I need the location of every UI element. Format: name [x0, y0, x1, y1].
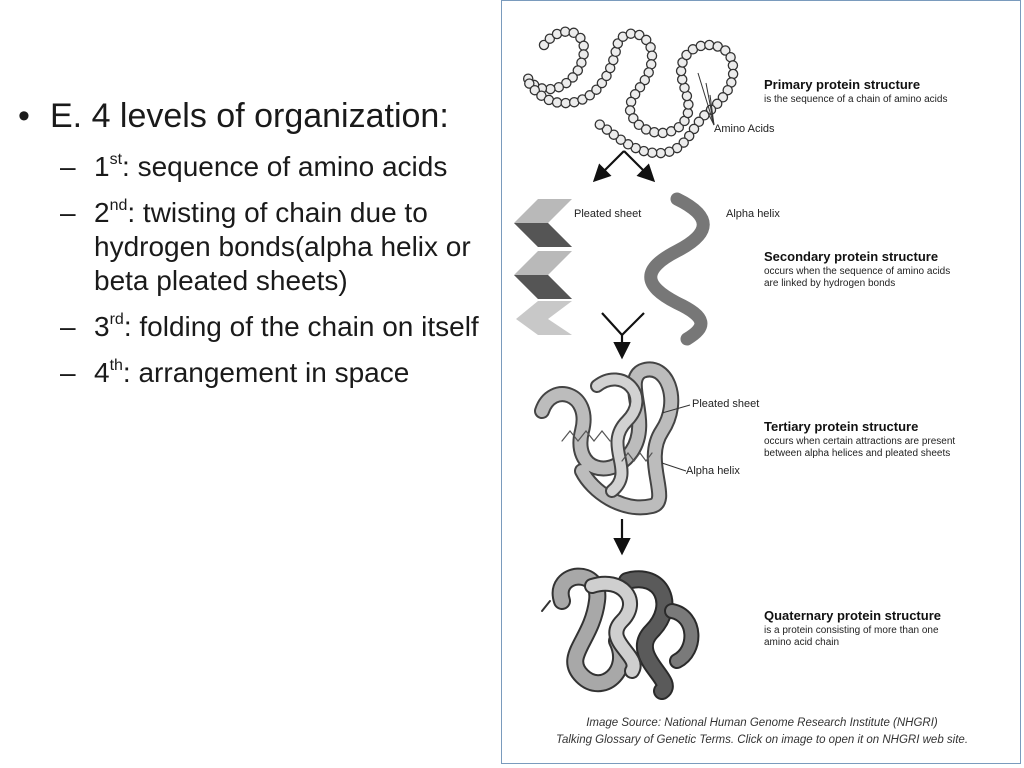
- amino-acid-bead: [647, 51, 656, 60]
- amino-acid-bead: [561, 99, 570, 108]
- level-number: 4: [94, 357, 110, 388]
- level-text: : folding of the chain on itself: [123, 311, 479, 342]
- bullet-dash: –: [60, 357, 76, 388]
- amino-acid-chain: [524, 27, 738, 158]
- secondary-description-1: occurs when the sequence of amino acids: [764, 266, 951, 277]
- quaternary-description-1: is a protein consisting of more than one: [764, 625, 939, 636]
- amino-acid-bead: [684, 100, 693, 109]
- pleated-sheet-label: Pleated sheet: [574, 208, 642, 220]
- amino-acid-bead: [658, 128, 667, 137]
- sub-bullet-3: [18, 310, 508, 344]
- protein-structure-figure[interactable]: [501, 0, 1021, 764]
- amino-acid-bead: [579, 41, 588, 50]
- bullet-dash: –: [60, 197, 76, 228]
- protein-structure-illustration: [502, 1, 1022, 765]
- amino-acid-bead: [696, 41, 705, 50]
- bullet-dot: •: [18, 97, 30, 135]
- amino-acids-label: Amino Acids: [714, 123, 775, 135]
- bullet-dash: –: [60, 311, 76, 342]
- amino-acid-bead: [546, 85, 555, 94]
- secondary-title: Secondary protein structure: [764, 249, 939, 264]
- amino-acid-bead: [595, 120, 604, 129]
- amino-acid-bead: [665, 147, 674, 156]
- sub-bullet-4: [18, 356, 508, 390]
- tertiary-title: Tertiary protein structure: [764, 419, 919, 434]
- quaternary-complex-shape: [542, 577, 691, 691]
- amino-acid-bead: [683, 108, 692, 117]
- level-number: 1: [94, 151, 110, 182]
- level-text: : arrangement in space: [122, 357, 410, 388]
- amino-acid-bead: [646, 43, 655, 52]
- level-number: 2: [94, 197, 110, 228]
- main-bullet: [18, 96, 508, 136]
- image-source-line-1: Image Source: National Human Genome Research Institute (NHGRI): [586, 717, 938, 729]
- alpha-helix-label: Alpha helix: [726, 208, 780, 220]
- quaternary-description-2: amino acid chain: [764, 637, 840, 648]
- level-suffix: nd: [109, 196, 128, 214]
- amino-acid-bead: [677, 66, 686, 75]
- sub-bullet-2: [18, 196, 508, 298]
- amino-acid-bead: [656, 149, 665, 158]
- amino-acid-bead: [554, 83, 563, 92]
- amino-acid-bead: [705, 40, 714, 49]
- sub-bullet-1: [18, 150, 508, 184]
- level-number: 3: [94, 311, 110, 342]
- tertiary-description-1: occurs when certain attractions are present: [764, 436, 956, 447]
- level-suffix: st: [109, 150, 123, 168]
- amino-acid-bead: [678, 75, 687, 84]
- tertiary-pleated-sheet-label: Pleated sheet: [692, 398, 760, 410]
- amino-acid-bead: [648, 148, 657, 157]
- image-source-line-2[interactable]: Talking Glossary of Genetic Terms. Click on image to open it on NHGRI web site.: [555, 734, 969, 746]
- level-text: : sequence of amino acids: [122, 151, 448, 182]
- amino-acid-bead: [728, 61, 737, 70]
- quaternary-title: Quaternary protein structure: [764, 608, 941, 623]
- amino-acid-bead: [627, 97, 636, 106]
- amino-acid-bead: [561, 27, 570, 36]
- tertiary-description-2: between alpha helices and pleated sheets: [764, 448, 951, 459]
- primary-title: Primary protein structure: [764, 77, 921, 92]
- pleated-sheet-shape: [514, 199, 572, 335]
- main-bullet-text: E. 4 levels of organization:: [50, 97, 449, 135]
- alpha-helix-shape: [651, 199, 704, 339]
- level-suffix: th: [109, 356, 123, 374]
- primary-description: is the sequence of a chain of amino acids: [764, 94, 948, 105]
- amino-acid-bead: [553, 98, 562, 107]
- amino-acid-bead: [729, 69, 738, 78]
- bullet-list: [18, 96, 508, 402]
- amino-acid-bead: [626, 29, 635, 38]
- tertiary-alpha-helix-label: Alpha helix: [686, 465, 740, 477]
- level-suffix: rd: [109, 310, 124, 328]
- secondary-description-2: are linked by hydrogen bonds: [764, 278, 896, 289]
- merge-arrows: [602, 313, 644, 355]
- amino-acid-bead: [650, 128, 659, 137]
- bullet-dash: –: [60, 151, 76, 182]
- level-text: : twisting of chain due to hydrogen bonds(alpha helix or beta pleated sheets): [94, 197, 471, 296]
- tertiary-fold-shape: [542, 369, 671, 507]
